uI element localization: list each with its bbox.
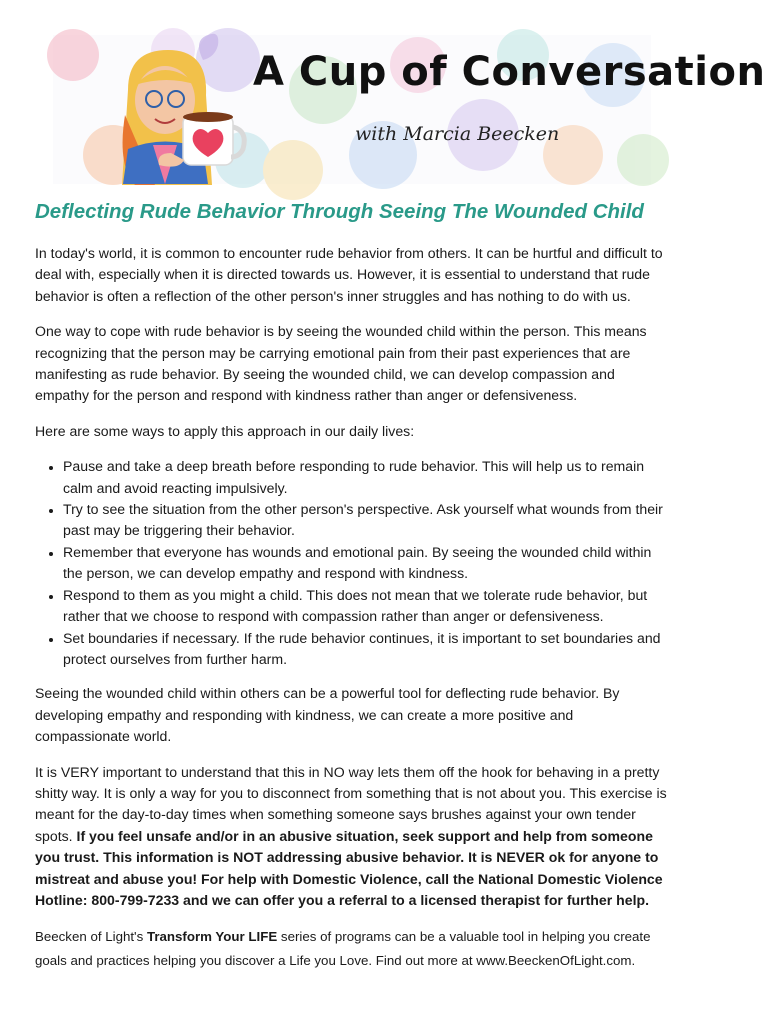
ways-list [35,456,668,670]
banner-title: A Cup of Conversation [253,49,765,95]
article-body [35,243,668,987]
footer-rest: series of programs can be a valuable tool in helping you create goals and practices helping you discover a Life you Love. Find out more at www.BeeckenOfLight.com. [35,929,651,969]
article-heading: Deflecting Rude Behavior Through Seeing The Wounded Child [35,200,644,223]
list-item: • Set boundaries if necessary. If the rude behavior continues, it is important to set boundaries and protect ourselves from further harm. [63,628,668,671]
header-banner [53,35,765,184]
list-item: • Pause and take a deep breath before responding to rude behavior. This will help us to remain calm and avoid reacting impulsively. [63,456,668,499]
disclaimer-warning: If you feel unsafe and/or in an abusive situation, seek support and help from someone you trust. This information is NOT addressing abusive behavior. It is NEVER ok for anyone to mistreat and abuse you! For help with Domestic Violence, call the National Domestic Violence Hotline: 800-799-7233 and we can offer you a referral to a licensed therapist for further help. [35,827,663,908]
list-item: • Try to see the situation from the other person's perspective. Ask yourself what wounds from their past may be triggering their behavior. [63,499,668,542]
paragraph-intro: In today's world, it is common to encounter rude behavior from others. It can be hurtful and difficult to deal with, especially when it is directed towards us. However, it is essential to understand that rude behavior is often a reflection of the other person's inner struggles and has nothing to do with us. [35,245,663,304]
list-item: • Remember that everyone has wounds and emotional pain. By seeing the wounded child within the person, we can develop empathy and respond with kindness. [63,542,668,585]
paragraph-ways-intro: Here are some ways to apply this approach in our daily lives: [35,422,415,439]
disclaimer-text: It is VERY important to understand that this in NO way lets them off the hook for behaving in a pretty shitty way. It is only a way for you to disconnect from something that is not about you. This exercise is meant for the day-to-day times when something someone says brushes against your own tender spots. [35,763,667,844]
paragraph-wounded-child: One way to cope with rude behavior is by seeing the wounded child within the person. This means recognizing that the person may be carrying emotional pain from their past experiences that are manifesting as rude behavior. By seeing the wounded child, we can develop compassion and empathy for the person and respond with kindness rather than anger or defensiveness. [35,323,647,404]
footer-promo [35,925,668,973]
list-item: • Respond to them as you might a child. This does not mean that we tolerate rude behavior, but rather that we choose to respond with compassion rather than anger or defensiveness. [63,585,668,628]
paragraph-conclusion: Seeing the wounded child within others can be a powerful tool for deflecting rude behavior. By developing empathy and responding with kindness, we can create a more positive and compassionate world. [35,685,620,745]
paragraph-disclaimer [35,762,668,912]
footer-lead: Beecken of Light's [35,929,147,945]
program-name: Transform Your LIFE [146,929,278,945]
banner-subtitle: with Marcia Beecken [355,123,560,145]
